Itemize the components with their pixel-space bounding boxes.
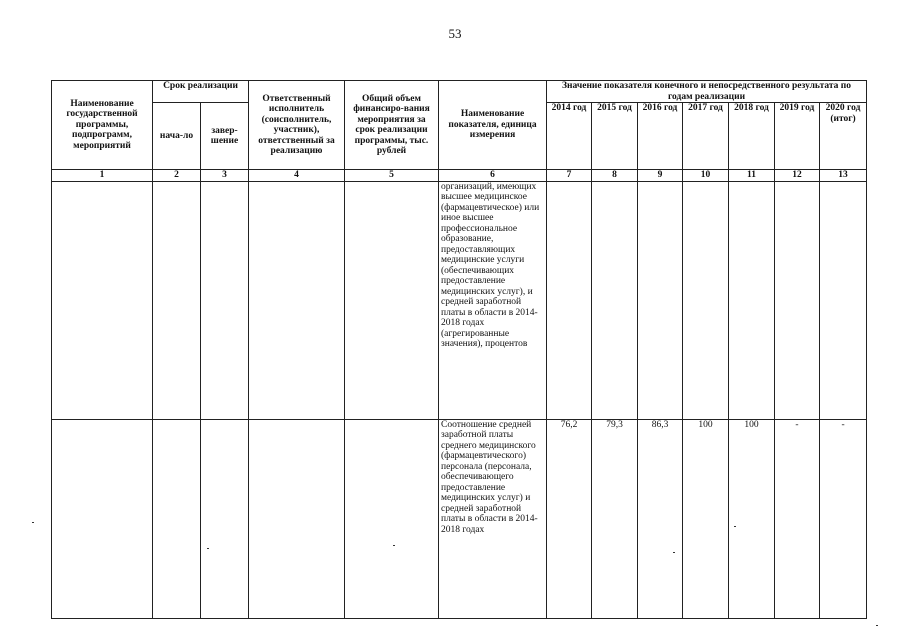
header-year: 2020 год (итог) bbox=[820, 103, 867, 170]
value-cell bbox=[638, 181, 683, 419]
header-term-start: нача-ло bbox=[153, 103, 201, 170]
header-executor: Ответственный исполнитель (соисполнитель, участник), ответственный за реализацию bbox=[249, 81, 345, 170]
value-cell: - bbox=[820, 419, 867, 618]
header-year: 2014 год bbox=[547, 103, 592, 170]
header-term: Срок реализации bbox=[153, 81, 249, 103]
header-year: 2017 год bbox=[683, 103, 729, 170]
value-cell: 79,3 bbox=[592, 419, 638, 618]
header-values-group: Значение показателя конечного и непосредственного результата по годам реализации bbox=[547, 81, 867, 103]
value-cell bbox=[775, 181, 820, 419]
column-number: 1 bbox=[52, 170, 153, 182]
table-row bbox=[52, 181, 867, 419]
value-cell bbox=[683, 181, 729, 419]
column-number: 3 bbox=[201, 170, 249, 182]
header-financing-volume: Общий объем финансиро-вания мероприятия за срок реализации программы, тыс. рублей bbox=[345, 81, 439, 170]
header-indicator: Наименование показателя, единица измерения bbox=[439, 81, 547, 170]
value-cell bbox=[592, 181, 638, 419]
scan-speck bbox=[32, 522, 34, 523]
column-number: 8 bbox=[592, 170, 638, 182]
indicator-cell: Соотношение средней заработной платы среднего медицинского (фармацевтического) персонала (персонала, обеспечивающего предоставление медицинских услуг) и средней заработной платы в области в 2014-2018 годах bbox=[439, 419, 547, 618]
scan-speck bbox=[393, 545, 395, 546]
header-term-end: завер-шение bbox=[201, 103, 249, 170]
scan-speck bbox=[207, 548, 209, 549]
value-cell bbox=[820, 181, 867, 419]
page-number: 53 bbox=[448, 26, 462, 41]
column-number: 10 bbox=[683, 170, 729, 182]
scan-speck bbox=[673, 552, 675, 553]
header-year: 2016 год bbox=[638, 103, 683, 170]
value-cell: - bbox=[775, 419, 820, 618]
value-cell bbox=[729, 181, 775, 419]
column-number: 6 bbox=[439, 170, 547, 182]
header-year: 2015 год bbox=[592, 103, 638, 170]
value-cell: 100 bbox=[729, 419, 775, 618]
header-year: 2019 год bbox=[775, 103, 820, 170]
column-number: 13 bbox=[820, 170, 867, 182]
column-number: 9 bbox=[638, 170, 683, 182]
scan-speck bbox=[734, 526, 736, 527]
value-cell: 76,2 bbox=[547, 419, 592, 618]
value-cell bbox=[547, 181, 592, 419]
column-number: 12 bbox=[775, 170, 820, 182]
column-number: 11 bbox=[729, 170, 775, 182]
column-number: 5 bbox=[345, 170, 439, 182]
table-row bbox=[52, 419, 867, 618]
header-year: 2018 год bbox=[729, 103, 775, 170]
column-number: 4 bbox=[249, 170, 345, 182]
value-cell: 86,3 bbox=[638, 419, 683, 618]
value-cell: 100 bbox=[683, 419, 729, 618]
indicators-table bbox=[51, 80, 867, 619]
column-number: 7 bbox=[547, 170, 592, 182]
scan-speck bbox=[876, 625, 878, 626]
column-number-row bbox=[52, 170, 867, 182]
header-program-name: Наименование государственной программы, подпрограмм, мероприятий bbox=[52, 81, 153, 170]
column-number: 2 bbox=[153, 170, 201, 182]
indicator-cell: организаций, имеющих высшее медицинское (фармацевтическое) или иное высшее профессиональное образование, предоставляющих медицинские услуги (обеспечивающих предоставление медицинских услуг), и средней заработной платы в области в 2014-2018 годах (агрегированные значения), процентов bbox=[439, 181, 547, 419]
